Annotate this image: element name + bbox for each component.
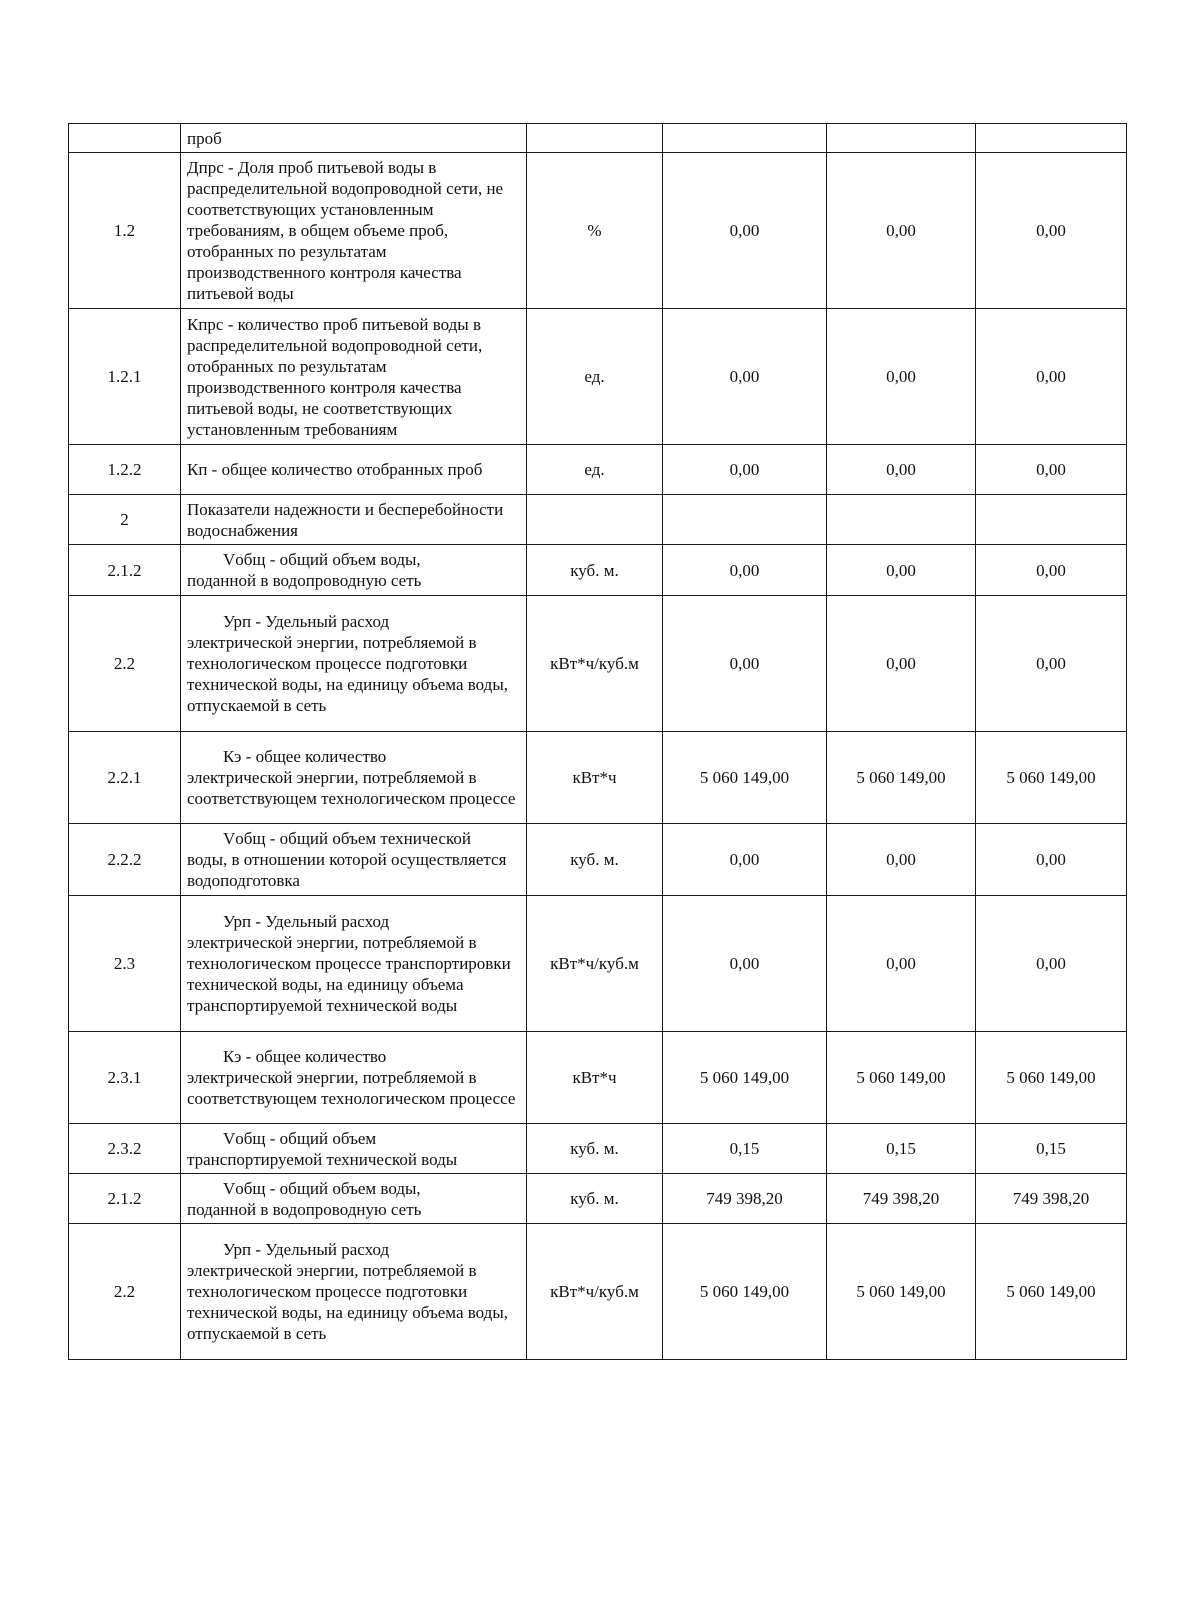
row-description	[181, 824, 527, 896]
row-value-2: 5 060 149,00	[827, 1032, 976, 1124]
row-number: 2.1.2	[69, 545, 181, 596]
row-number: 1.2.2	[69, 445, 181, 495]
table-row	[69, 495, 1127, 545]
table-row	[69, 596, 1127, 732]
row-unit	[527, 495, 663, 545]
table-row	[69, 732, 1127, 824]
row-unit: куб. м.	[527, 1124, 663, 1174]
row-number: 1.2	[69, 153, 181, 309]
row-description: Показатели надежности и бесперебойности водоснабжения	[181, 495, 527, 545]
row-value-1: 0,00	[663, 153, 827, 309]
row-unit	[527, 124, 663, 153]
row-description	[181, 1032, 527, 1124]
row-description	[181, 1224, 527, 1360]
row-value-3: 749 398,20	[976, 1174, 1127, 1224]
row-number: 2.2.2	[69, 824, 181, 896]
row-unit: ед.	[527, 309, 663, 445]
row-value-2: 0,00	[827, 153, 976, 309]
row-description	[181, 596, 527, 732]
row-value-3	[976, 495, 1127, 545]
row-value-1	[663, 495, 827, 545]
row-description: Кпрс - количество проб питьевой воды в распределительной водопроводной сети, отобранных по результатам производственного контроля качества питьевой воды, не соответствующих установленным требованиям	[181, 309, 527, 445]
row-value-1: 749 398,20	[663, 1174, 827, 1224]
row-description-lead: Vобщ - общий объем	[223, 1128, 377, 1148]
row-number: 2.2.1	[69, 732, 181, 824]
table-row	[69, 824, 1127, 896]
row-description-lead: Кэ - общее количество	[223, 1047, 387, 1066]
row-value-2: 749 398,20	[827, 1174, 976, 1224]
row-description	[181, 1174, 527, 1224]
row-description-lead: Vобщ - общий объем воды,	[223, 550, 421, 569]
row-value-2: 0,00	[827, 596, 976, 732]
row-description-rest: воды, в отношении которой осуществляется водоподготовка	[187, 850, 507, 890]
row-value-2	[827, 495, 976, 545]
table-row	[69, 896, 1127, 1032]
row-number: 2.3	[69, 896, 181, 1032]
row-unit: ед.	[527, 445, 663, 495]
table-row	[69, 1224, 1127, 1360]
row-unit: кВт*ч/куб.м	[527, 596, 663, 732]
row-description-rest: электрической энергии, потребляемой в соответствующем технологическом процессе	[187, 768, 516, 808]
row-value-3	[976, 124, 1127, 153]
row-description	[181, 1124, 527, 1174]
row-value-2: 5 060 149,00	[827, 732, 976, 824]
row-description: проб	[181, 124, 527, 153]
row-description-lead: Vобщ - общий объем технической	[223, 829, 471, 848]
row-description	[181, 732, 527, 824]
row-value-1: 0,00	[663, 445, 827, 495]
row-description	[181, 545, 527, 596]
table-row	[69, 445, 1127, 495]
row-unit: кВт*ч	[527, 732, 663, 824]
table-row	[69, 153, 1127, 309]
row-value-3: 0,00	[976, 824, 1127, 896]
row-value-1: 0,00	[663, 896, 827, 1032]
row-value-3: 5 060 149,00	[976, 1032, 1127, 1124]
table-row	[69, 545, 1127, 596]
row-value-3: 0,00	[976, 153, 1127, 309]
row-unit: кВт*ч/куб.м	[527, 1224, 663, 1360]
row-value-3: 0,15	[976, 1124, 1127, 1174]
row-description-rest: электрической энергии, потребляемой в технологическом процессе подготовки технической воды, на единицу объема воды, отпускаемой в сеть	[187, 633, 508, 715]
row-value-3: 0,00	[976, 545, 1127, 596]
row-description: Кп - общее количество отобранных проб	[181, 445, 527, 495]
row-value-1: 5 060 149,00	[663, 1032, 827, 1124]
row-value-2: 5 060 149,00	[827, 1224, 976, 1360]
row-unit: %	[527, 153, 663, 309]
row-unit: кВт*ч	[527, 1032, 663, 1124]
table-row	[69, 1174, 1127, 1224]
row-value-3: 0,00	[976, 596, 1127, 732]
row-value-1: 5 060 149,00	[663, 1224, 827, 1360]
row-value-2: 0,00	[827, 309, 976, 445]
row-value-2: 0,15	[827, 1124, 976, 1174]
row-number: 2.3.2	[69, 1124, 181, 1174]
row-value-1	[663, 124, 827, 153]
row-description-rest: поданной в водопроводную сеть	[187, 1199, 422, 1219]
row-value-3: 0,00	[976, 309, 1127, 445]
row-unit: куб. м.	[527, 1174, 663, 1224]
row-value-1: 0,00	[663, 309, 827, 445]
table-row	[69, 1124, 1127, 1174]
row-description: Дпрс - Доля проб питьевой воды в распределительной водопроводной сети, не соответствующих установленным требованиям, в общем объеме проб, отобранных по результатам производственного контроля качества питьевой воды	[181, 153, 527, 309]
row-value-1: 0,00	[663, 596, 827, 732]
row-value-2	[827, 124, 976, 153]
row-value-1: 0,15	[663, 1124, 827, 1174]
row-value-1: 0,00	[663, 545, 827, 596]
row-description-lead: Урп - Удельный расход	[223, 1240, 390, 1259]
row-description-lead: Урп - Удельный расход	[223, 612, 390, 631]
row-description-lead: Vобщ - общий объем воды,	[223, 1178, 421, 1198]
row-value-2: 0,00	[827, 445, 976, 495]
row-description	[181, 896, 527, 1032]
row-value-2: 0,00	[827, 545, 976, 596]
row-description-rest: транспортируемой технической воды	[187, 1149, 458, 1169]
indicators-table	[68, 123, 1127, 1360]
table-row	[69, 1032, 1127, 1124]
row-unit: кВт*ч/куб.м	[527, 896, 663, 1032]
row-value-3: 0,00	[976, 896, 1127, 1032]
table-row	[69, 124, 1127, 153]
row-description-rest: электрической энергии, потребляемой в соответствующем технологическом процессе	[187, 1068, 516, 1108]
row-value-2: 0,00	[827, 824, 976, 896]
row-value-1: 0,00	[663, 824, 827, 896]
row-number: 1.2.1	[69, 309, 181, 445]
table-row	[69, 309, 1127, 445]
row-number	[69, 124, 181, 153]
row-number: 2.2	[69, 596, 181, 732]
row-number: 2	[69, 495, 181, 545]
row-value-2: 0,00	[827, 896, 976, 1032]
row-description-rest: электрической энергии, потребляемой в технологическом процессе подготовки технической воды, на единицу объема воды, отпускаемой в сеть	[187, 1261, 508, 1343]
row-description-rest: электрической энергии, потребляемой в технологическом процессе транспортировки технической воды, на единицу объема транспортируемой технической воды	[187, 933, 511, 1015]
row-number: 2.3.1	[69, 1032, 181, 1124]
row-value-3: 5 060 149,00	[976, 1224, 1127, 1360]
row-unit: куб. м.	[527, 545, 663, 596]
row-description-lead: Урп - Удельный расход	[223, 912, 390, 931]
row-value-1: 5 060 149,00	[663, 732, 827, 824]
row-description-rest: поданной в водопроводную сеть	[187, 571, 422, 590]
row-value-3: 5 060 149,00	[976, 732, 1127, 824]
row-description-lead: Кэ - общее количество	[223, 747, 387, 766]
row-number: 2.1.2	[69, 1174, 181, 1224]
row-value-3: 0,00	[976, 445, 1127, 495]
row-unit: куб. м.	[527, 824, 663, 896]
row-number: 2.2	[69, 1224, 181, 1360]
